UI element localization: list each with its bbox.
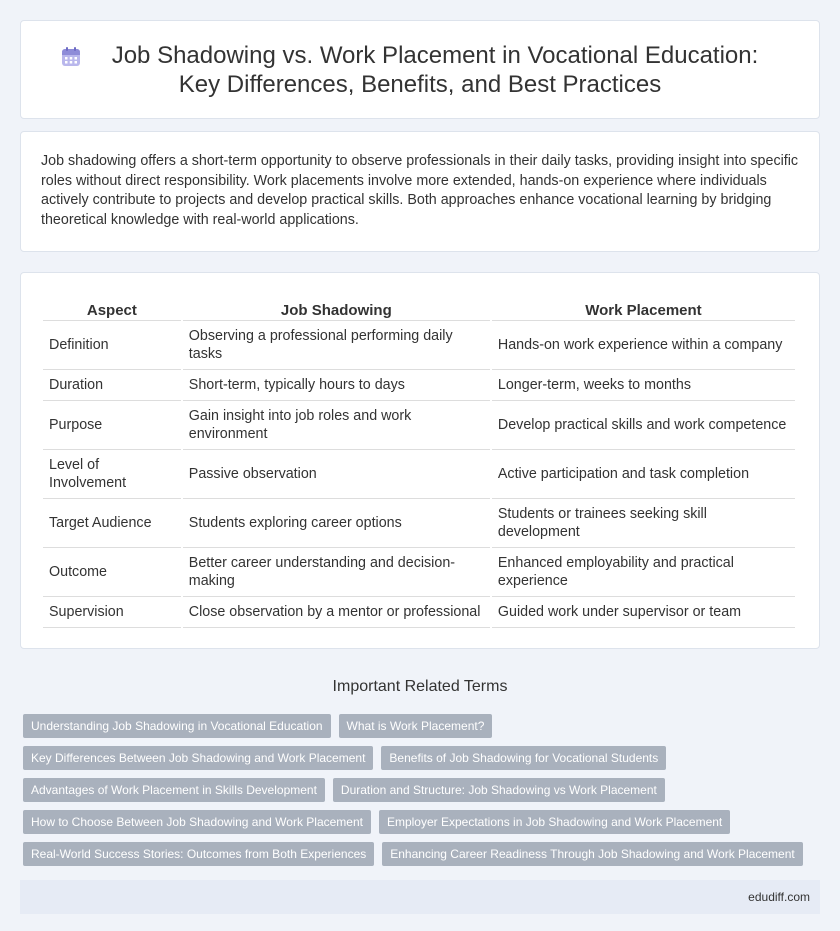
table-cell-shadowing: Better career understanding and decision-making <box>183 548 490 597</box>
table-row <box>43 321 795 370</box>
intro-card <box>20 131 820 252</box>
related-terms-title: Important Related Terms <box>332 678 508 695</box>
table-cell-placement: Longer-term, weeks to months <box>492 370 795 401</box>
table-cell-shadowing: Gain insight into job roles and work environment <box>183 401 490 450</box>
related-term-tag[interactable]: Employer Expectations in Job Shadowing and Work Placement <box>379 810 730 834</box>
table-cell-aspect: Target Audience <box>43 499 181 548</box>
intro-text: Job shadowing offers a short-term opportunity to observe professionals in their daily tasks, providing insight into specific roles without direct responsibility. Work placements involve more extended, hands-on experience where individuals actively contribute to projects and develop practical skills. Both approaches enhance vocational learning by bridging theoretical knowledge with real-world applications. <box>41 153 799 228</box>
header-work-placement: Work Placement <box>492 299 795 321</box>
calendar-icon <box>59 45 83 69</box>
related-term-tag[interactable]: What is Work Placement? <box>339 714 493 738</box>
table-row <box>43 597 795 628</box>
footer <box>20 880 820 914</box>
table-cell-shadowing: Short-term, typically hours to days <box>183 370 490 401</box>
table-cell-aspect: Duration <box>43 370 181 401</box>
footer-brand[interactable]: edudiff.com <box>748 890 810 904</box>
table-cell-aspect: Supervision <box>43 597 181 628</box>
related-terms-list <box>23 714 817 866</box>
table-cell-shadowing: Passive observation <box>183 450 490 499</box>
table-row <box>43 499 795 548</box>
table-cell-placement: Students or trainees seeking skill development <box>492 499 795 548</box>
related-term-tag[interactable]: Key Differences Between Job Shadowing and Work Placement <box>23 746 373 770</box>
table-cell-shadowing: Observing a professional performing daily tasks <box>183 321 490 370</box>
table-cell-aspect: Outcome <box>43 548 181 597</box>
related-term-tag[interactable]: Advantages of Work Placement in Skills Development <box>23 778 325 802</box>
header-aspect: Aspect <box>43 299 181 321</box>
page-title: Job Shadowing vs. Work Placement in Vocational Education: Key Differences, Benefits, and Best Practices <box>111 41 759 98</box>
comparison-table <box>41 299 797 628</box>
table-row <box>43 401 795 450</box>
table-cell-placement: Enhanced employability and practical experience <box>492 548 795 597</box>
table-row <box>43 548 795 597</box>
table-header-row <box>43 299 795 321</box>
table-cell-aspect: Level of Involvement <box>43 450 181 499</box>
table-row <box>43 370 795 401</box>
related-term-tag[interactable]: Real-World Success Stories: Outcomes from Both Experiences <box>23 842 374 866</box>
table-cell-placement: Develop practical skills and work competence <box>492 401 795 450</box>
title-wrap <box>61 41 779 99</box>
table-row <box>43 450 795 499</box>
header-job-shadowing: Job Shadowing <box>183 299 490 321</box>
table-cell-shadowing: Close observation by a mentor or professional <box>183 597 490 628</box>
table-cell-aspect: Purpose <box>43 401 181 450</box>
related-term-tag[interactable]: Benefits of Job Shadowing for Vocational Students <box>381 746 666 770</box>
related-term-tag[interactable]: How to Choose Between Job Shadowing and Work Placement <box>23 810 371 834</box>
comparison-card <box>20 272 820 649</box>
title-card <box>20 20 820 119</box>
table-cell-placement: Hands-on work experience within a company <box>492 321 795 370</box>
related-term-tag[interactable]: Enhancing Career Readiness Through Job Shadowing and Work Placement <box>382 842 802 866</box>
table-cell-aspect: Definition <box>43 321 181 370</box>
related-term-tag[interactable]: Understanding Job Shadowing in Vocational Education <box>23 714 331 738</box>
table-cell-shadowing: Students exploring career options <box>183 499 490 548</box>
related-term-tag[interactable]: Duration and Structure: Job Shadowing vs Work Placement <box>333 778 665 802</box>
table-cell-placement: Guided work under supervisor or team <box>492 597 795 628</box>
table-cell-placement: Active participation and task completion <box>492 450 795 499</box>
